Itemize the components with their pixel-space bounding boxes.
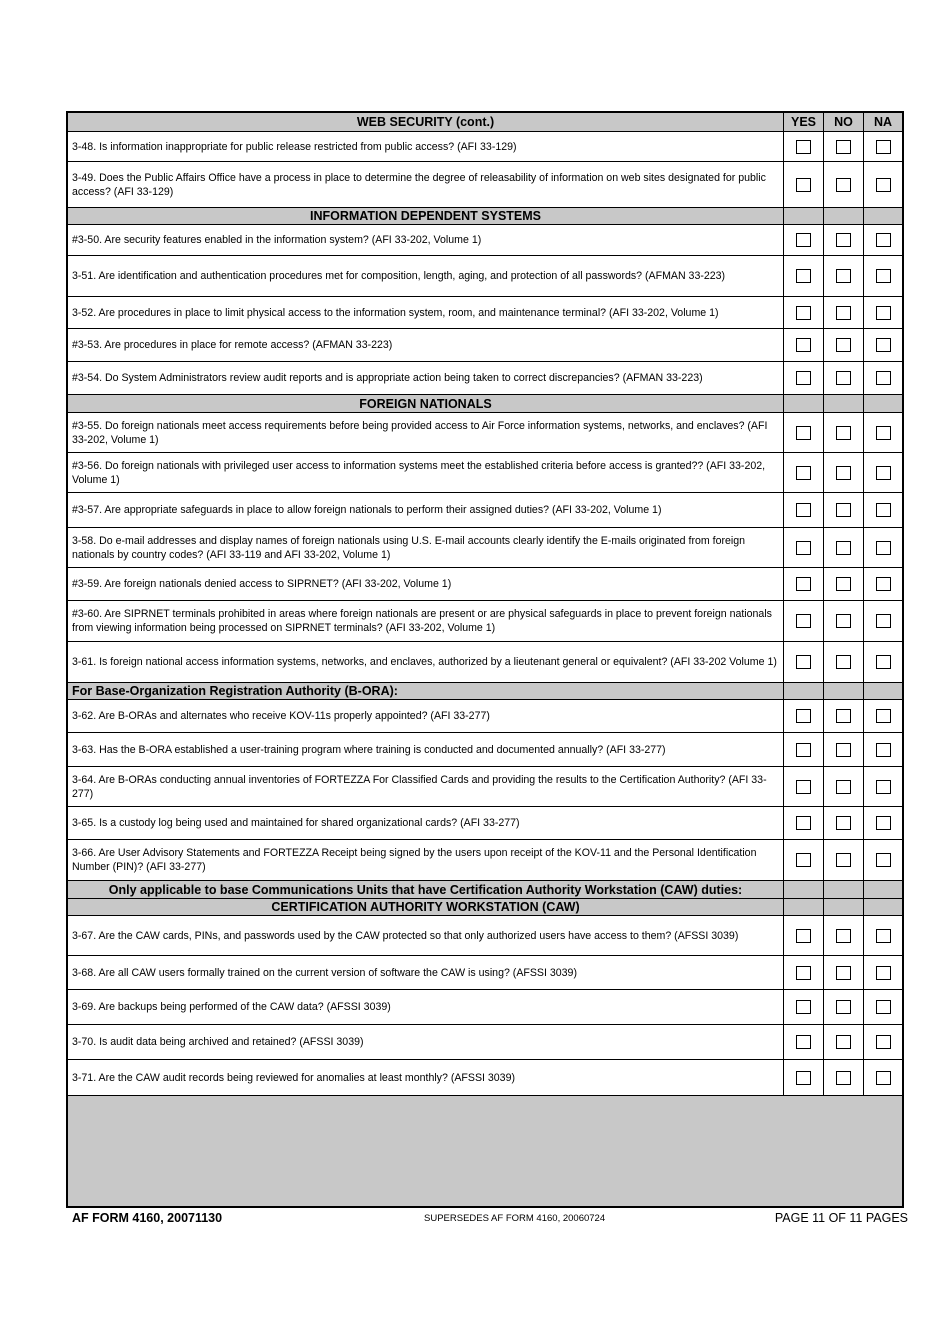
answer-cell-yes bbox=[784, 493, 824, 527]
header-cell bbox=[824, 881, 864, 898]
page-number: PAGE 11 OF 11 PAGES bbox=[774, 1211, 908, 1225]
answer-cell-no bbox=[824, 297, 864, 328]
answer-cell-no bbox=[824, 528, 864, 567]
no-checkbox[interactable] bbox=[836, 929, 851, 943]
answer-cell-na bbox=[864, 256, 902, 296]
column-header-yes: YES bbox=[784, 113, 824, 131]
page-footer bbox=[66, 1211, 908, 1227]
na-checkbox[interactable] bbox=[876, 577, 891, 591]
answer-cell-no bbox=[824, 642, 864, 682]
no-checkbox[interactable] bbox=[836, 1071, 851, 1085]
answer-cell-no bbox=[824, 1025, 864, 1059]
question-text: 3-51. Are identification and authentication procedures met for composition, length, aging, and protection of all passwords? (AFMAN 33-223) bbox=[68, 256, 784, 296]
na-checkbox[interactable] bbox=[876, 426, 891, 440]
section-header bbox=[68, 898, 902, 915]
yes-checkbox[interactable] bbox=[796, 426, 811, 440]
na-checkbox[interactable] bbox=[876, 1071, 891, 1085]
no-checkbox[interactable] bbox=[836, 233, 851, 247]
yes-checkbox[interactable] bbox=[796, 338, 811, 352]
answer-cell-na bbox=[864, 807, 902, 839]
header-cell bbox=[864, 683, 902, 699]
na-checkbox[interactable] bbox=[876, 269, 891, 283]
question-text: 3-49. Does the Public Affairs Office have a process in place to determine the degree of releasability of information on web sites designated for public access? (AFI 33-129) bbox=[68, 162, 784, 207]
section-title: Only applicable to base Communications Units that have Certification Authority Workstation (CAW) duties: bbox=[68, 881, 784, 898]
answer-cell-na bbox=[864, 493, 902, 527]
answer-cell-yes bbox=[784, 256, 824, 296]
section-header bbox=[68, 394, 902, 412]
question-text: #3-53. Are procedures in place for remote access? (AFMAN 33-223) bbox=[68, 329, 784, 361]
na-checkbox[interactable] bbox=[876, 614, 891, 628]
question-row bbox=[68, 412, 902, 452]
yes-checkbox[interactable] bbox=[796, 503, 811, 517]
na-checkbox[interactable] bbox=[876, 371, 891, 385]
question-text: #3-56. Do foreign nationals with privileged user access to information systems meet the established criteria before access is granted?? (AFI 33-202, Volume 1) bbox=[68, 453, 784, 492]
yes-checkbox[interactable] bbox=[796, 709, 811, 723]
header-cell bbox=[864, 395, 902, 412]
answer-cell-na bbox=[864, 767, 902, 806]
na-checkbox[interactable] bbox=[876, 929, 891, 943]
answer-cell-na bbox=[864, 297, 902, 328]
question-row bbox=[68, 255, 902, 296]
answer-cell-yes bbox=[784, 225, 824, 255]
question-text: 3-64. Are B-ORAs conducting annual inventories of FORTEZZA For Classified Cards and providing the results to the Certification Authority? (AFI 33-277) bbox=[68, 767, 784, 806]
answer-cell-no bbox=[824, 493, 864, 527]
answer-cell-no bbox=[824, 453, 864, 492]
answer-cell-na bbox=[864, 916, 902, 955]
na-checkbox[interactable] bbox=[876, 233, 891, 247]
answer-cell-no bbox=[824, 568, 864, 600]
na-checkbox[interactable] bbox=[876, 709, 891, 723]
yes-checkbox[interactable] bbox=[796, 966, 811, 980]
na-checkbox[interactable] bbox=[876, 1035, 891, 1049]
answer-cell-na bbox=[864, 568, 902, 600]
answer-cell-na bbox=[864, 840, 902, 880]
answer-cell-yes bbox=[784, 528, 824, 567]
question-row bbox=[68, 1059, 902, 1095]
no-checkbox[interactable] bbox=[836, 503, 851, 517]
answer-cell-yes bbox=[784, 956, 824, 989]
header-cell bbox=[864, 881, 902, 898]
answer-cell-yes bbox=[784, 916, 824, 955]
yes-checkbox[interactable] bbox=[796, 269, 811, 283]
yes-checkbox[interactable] bbox=[796, 371, 811, 385]
question-text: #3-50. Are security features enabled in the information system? (AFI 33-202, Volume 1) bbox=[68, 225, 784, 255]
na-checkbox[interactable] bbox=[876, 306, 891, 320]
na-checkbox[interactable] bbox=[876, 966, 891, 980]
question-text: 3-69. Are backups being performed of the CAW data? (AFSSI 3039) bbox=[68, 990, 784, 1024]
question-text: 3-58. Do e-mail addresses and display names of foreign nationals using U.S. E-mail accounts clearly identify the E-mails originated from foreign nationals by country codes? (AFI 33-119 and AFI 33-202, Volume 1) bbox=[68, 528, 784, 567]
answer-cell-yes bbox=[784, 990, 824, 1024]
question-text: #3-59. Are foreign nationals denied access to SIPRNET? (AFI 33-202, Volume 1) bbox=[68, 568, 784, 600]
question-text: #3-60. Are SIPRNET terminals prohibited in areas where foreign nationals are present or are physical safeguards in place to prevent foreign nationals from viewing information being processed on SIPRNET terminals? (AFI 33-202, Volume 1) bbox=[68, 601, 784, 641]
answer-cell-no bbox=[824, 990, 864, 1024]
question-row bbox=[68, 1024, 902, 1059]
question-row bbox=[68, 641, 902, 682]
no-checkbox[interactable] bbox=[836, 466, 851, 480]
answer-cell-na bbox=[864, 956, 902, 989]
answer-cell-no bbox=[824, 413, 864, 452]
yes-checkbox[interactable] bbox=[796, 655, 811, 669]
question-row bbox=[68, 161, 902, 207]
question-row bbox=[68, 766, 902, 806]
na-checkbox[interactable] bbox=[876, 780, 891, 794]
question-row bbox=[68, 955, 902, 989]
answer-cell-na bbox=[864, 528, 902, 567]
yes-checkbox[interactable] bbox=[796, 577, 811, 591]
yes-checkbox[interactable] bbox=[796, 1071, 811, 1085]
na-checkbox[interactable] bbox=[876, 503, 891, 517]
no-checkbox[interactable] bbox=[836, 614, 851, 628]
answer-cell-no bbox=[824, 162, 864, 207]
question-row bbox=[68, 699, 902, 732]
no-checkbox[interactable] bbox=[836, 780, 851, 794]
yes-checkbox[interactable] bbox=[796, 466, 811, 480]
column-header-na: NA bbox=[873, 115, 893, 129]
question-text: #3-55. Do foreign nationals meet access requirements before being provided access to Air Force information systems, networks, and enclaves? (AFI 33-202, Volume 1) bbox=[68, 413, 784, 452]
question-text: 3-65. Is a custody log being used and maintained for shared organizational cards? (AFI 33-277) bbox=[68, 807, 784, 839]
header-cell bbox=[824, 395, 864, 412]
yes-checkbox[interactable] bbox=[796, 1035, 811, 1049]
answer-cell-no bbox=[824, 767, 864, 806]
answer-cell-yes bbox=[784, 132, 824, 161]
answer-cell-yes bbox=[784, 162, 824, 207]
no-checkbox[interactable] bbox=[836, 1000, 851, 1014]
section-title: FOREIGN NATIONALS bbox=[68, 395, 784, 412]
answer-cell-na bbox=[864, 132, 902, 161]
yes-checkbox[interactable] bbox=[796, 614, 811, 628]
question-row bbox=[68, 915, 902, 955]
answer-cell-no bbox=[824, 225, 864, 255]
question-row bbox=[68, 296, 902, 328]
header-cell bbox=[784, 899, 824, 915]
blank-shaded-area bbox=[68, 1095, 902, 1206]
answer-cell-yes bbox=[784, 733, 824, 766]
answer-cell-na bbox=[864, 329, 902, 361]
question-row bbox=[68, 806, 902, 839]
header-cell bbox=[784, 683, 824, 699]
answer-cell-na bbox=[864, 362, 902, 394]
question-row bbox=[68, 527, 902, 567]
na-checkbox[interactable] bbox=[876, 743, 891, 757]
answer-cell-yes bbox=[784, 413, 824, 452]
no-checkbox[interactable] bbox=[836, 178, 851, 192]
answer-cell-yes bbox=[784, 700, 824, 732]
supersedes-note: SUPERSEDES AF FORM 4160, 20060724 bbox=[424, 1213, 606, 1224]
yes-checkbox[interactable] bbox=[796, 743, 811, 757]
no-checkbox[interactable] bbox=[836, 816, 851, 830]
answer-cell-na bbox=[864, 453, 902, 492]
answer-cell-na bbox=[864, 162, 902, 207]
column-header-no: NO bbox=[824, 113, 864, 131]
answer-cell-yes bbox=[784, 601, 824, 641]
answer-cell-yes bbox=[784, 329, 824, 361]
answer-cell-yes bbox=[784, 297, 824, 328]
no-checkbox[interactable] bbox=[836, 269, 851, 283]
na-checkbox[interactable] bbox=[876, 853, 891, 867]
answer-cell-na bbox=[864, 700, 902, 732]
answer-cell-no bbox=[824, 132, 864, 161]
header-cell bbox=[824, 899, 864, 915]
question-text: 3-48. Is information inappropriate for public release restricted from public access? (AFI 33-129) bbox=[68, 132, 784, 161]
question-row bbox=[68, 492, 902, 527]
answer-cell-yes bbox=[784, 642, 824, 682]
no-checkbox[interactable] bbox=[836, 541, 851, 555]
header-cell bbox=[864, 208, 902, 224]
na-checkbox[interactable] bbox=[876, 466, 891, 480]
question-text: 3-61. Is foreign national access information systems, networks, and enclaves, authorized by a lieutenant general or equivalent? (AFI 33-202 Volume 1) bbox=[68, 642, 784, 682]
section-header bbox=[68, 682, 902, 699]
question-text: 3-63. Has the B-ORA established a user-training program where training is conducted and documented annually? (AFI 33-277) bbox=[68, 733, 784, 766]
yes-checkbox[interactable] bbox=[796, 929, 811, 943]
section-header bbox=[68, 207, 902, 224]
na-checkbox[interactable] bbox=[876, 178, 891, 192]
answer-cell-yes bbox=[784, 568, 824, 600]
question-text: 3-68. Are all CAW users formally trained on the current version of software the CAW is using? (AFSSI 3039) bbox=[68, 956, 784, 989]
na-checkbox[interactable] bbox=[876, 338, 891, 352]
answer-cell-no bbox=[824, 916, 864, 955]
answer-cell-yes bbox=[784, 1060, 824, 1095]
yes-checkbox[interactable] bbox=[796, 541, 811, 555]
answer-cell-no bbox=[824, 700, 864, 732]
section-title: WEB SECURITY (cont.) bbox=[68, 113, 784, 131]
header-cell bbox=[824, 208, 864, 224]
question-row bbox=[68, 839, 902, 880]
no-checkbox[interactable] bbox=[836, 966, 851, 980]
yes-checkbox[interactable] bbox=[796, 853, 811, 867]
no-checkbox[interactable] bbox=[836, 655, 851, 669]
answer-cell-na bbox=[864, 1060, 902, 1095]
header-cell bbox=[864, 899, 902, 915]
question-row bbox=[68, 732, 902, 766]
answer-cell-no bbox=[824, 733, 864, 766]
answer-cell-na bbox=[864, 642, 902, 682]
answer-cell-yes bbox=[784, 767, 824, 806]
yes-checkbox[interactable] bbox=[796, 780, 811, 794]
answer-cell-na bbox=[864, 601, 902, 641]
yes-checkbox[interactable] bbox=[796, 816, 811, 830]
yes-checkbox[interactable] bbox=[796, 306, 811, 320]
question-text: 3-67. Are the CAW cards, PINs, and passwords used by the CAW protected so that only authorized users have access to them? (AFSSI 3039) bbox=[68, 916, 784, 955]
na-checkbox[interactable] bbox=[876, 655, 891, 669]
form-number: AF FORM 4160, 20071130 bbox=[72, 1211, 223, 1225]
na-checkbox[interactable] bbox=[876, 816, 891, 830]
header-cell bbox=[824, 683, 864, 699]
answer-cell-no bbox=[824, 1060, 864, 1095]
header-cell bbox=[784, 881, 824, 898]
no-checkbox[interactable] bbox=[836, 371, 851, 385]
yes-checkbox[interactable] bbox=[796, 178, 811, 192]
question-text: 3-62. Are B-ORAs and alternates who receive KOV-11s properly appointed? (AFI 33-277) bbox=[68, 700, 784, 732]
question-text: 3-71. Are the CAW audit records being reviewed for anomalies at least monthly? (AFSSI 3039) bbox=[68, 1060, 784, 1095]
section-header bbox=[68, 880, 902, 898]
question-text: #3-57. Are appropriate safeguards in place to allow foreign nationals to perform their assigned duties? (AFI 33-202, Volume 1) bbox=[68, 493, 784, 527]
answer-cell-no bbox=[824, 362, 864, 394]
question-row bbox=[68, 224, 902, 255]
answer-cell-na bbox=[864, 413, 902, 452]
question-text: 3-52. Are procedures in place to limit physical access to the information system, room, and maintenance terminal? (AFI 33-202, Volume 1) bbox=[68, 297, 784, 328]
na-checkbox[interactable] bbox=[876, 1000, 891, 1014]
answer-cell-no bbox=[824, 956, 864, 989]
na-checkbox[interactable] bbox=[876, 140, 891, 154]
header-cell bbox=[784, 395, 824, 412]
answer-cell-no bbox=[824, 329, 864, 361]
question-row bbox=[68, 567, 902, 600]
checklist-table bbox=[66, 111, 904, 1208]
section-header bbox=[68, 113, 902, 131]
no-checkbox[interactable] bbox=[836, 140, 851, 154]
no-checkbox[interactable] bbox=[836, 577, 851, 591]
answer-cell-na bbox=[864, 990, 902, 1024]
answer-cell-na bbox=[864, 733, 902, 766]
no-checkbox[interactable] bbox=[836, 853, 851, 867]
yes-checkbox[interactable] bbox=[796, 233, 811, 247]
question-text: #3-54. Do System Administrators review audit reports and is appropriate action being taken to correct discrepancies? (AFMAN 33-223) bbox=[68, 362, 784, 394]
question-text: 3-70. Is audit data being archived and retained? (AFSSI 3039) bbox=[68, 1025, 784, 1059]
no-checkbox[interactable] bbox=[836, 306, 851, 320]
question-row bbox=[68, 328, 902, 361]
answer-cell-yes bbox=[784, 1025, 824, 1059]
question-text: 3-66. Are User Advisory Statements and FORTEZZA Receipt being signed by the users upon receipt of the KOV-11 and the Personal Identification Number (PIN)? (AFI 33-277) bbox=[68, 840, 784, 880]
no-checkbox[interactable] bbox=[836, 1035, 851, 1049]
answer-cell-no bbox=[824, 807, 864, 839]
answer-cell-no bbox=[824, 601, 864, 641]
no-checkbox[interactable] bbox=[836, 338, 851, 352]
question-row bbox=[68, 452, 902, 492]
yes-checkbox[interactable] bbox=[796, 140, 811, 154]
section-title: CERTIFICATION AUTHORITY WORKSTATION (CAW) bbox=[68, 899, 784, 915]
answer-cell-no bbox=[824, 840, 864, 880]
answer-cell-yes bbox=[784, 453, 824, 492]
question-row bbox=[68, 600, 902, 641]
question-row bbox=[68, 361, 902, 394]
na-checkbox[interactable] bbox=[876, 541, 891, 555]
no-checkbox[interactable] bbox=[836, 743, 851, 757]
answer-cell-na bbox=[864, 225, 902, 255]
section-title: For Base-Organization Registration Authority (B-ORA): bbox=[68, 683, 784, 699]
question-row bbox=[68, 131, 902, 161]
answer-cell-na bbox=[864, 1025, 902, 1059]
no-checkbox[interactable] bbox=[836, 709, 851, 723]
answer-cell-no bbox=[824, 256, 864, 296]
answer-cell-yes bbox=[784, 807, 824, 839]
question-row bbox=[68, 989, 902, 1024]
no-checkbox[interactable] bbox=[836, 426, 851, 440]
answer-cell-yes bbox=[784, 840, 824, 880]
yes-checkbox[interactable] bbox=[796, 1000, 811, 1014]
section-title: INFORMATION DEPENDENT SYSTEMS bbox=[68, 208, 784, 224]
header-cell bbox=[784, 208, 824, 224]
answer-cell-yes bbox=[784, 362, 824, 394]
